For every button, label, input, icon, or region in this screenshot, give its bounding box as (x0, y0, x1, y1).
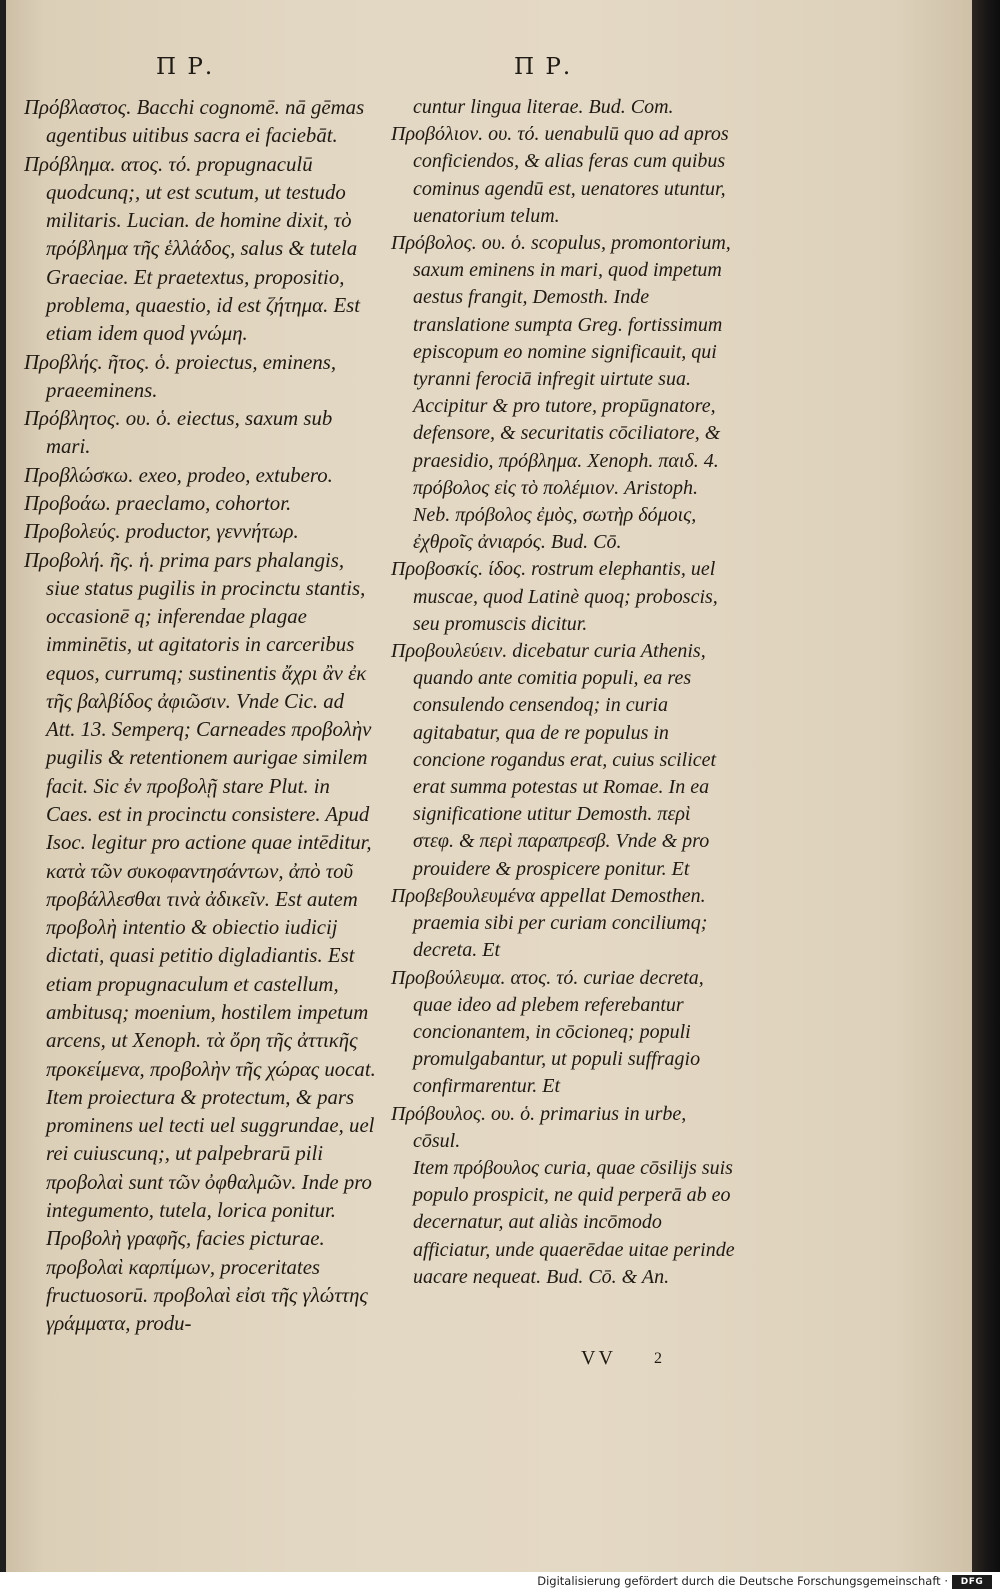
dictionary-entry: Πρόβλητος. ου. ὁ. eiectus, saxum sub mari. (24, 407, 333, 459)
dictionary-entry: Πρόβλαστος. Bacchi cognomē. nā gēmas agentibus uitibus sacra ei faciebāt. (24, 96, 365, 148)
footer-bar (0, 1572, 1000, 1592)
dictionary-entry: Πρόβλημα. ατος. τό. propugnaculū quodcunq;, ut est scutum, ut testudo militaris. Lucian. de homine dixit, τὸ πρόβλημα τῆς ἑλλάδος, salus & tutela Graeciae. Et praetextus, propositio, problema, quaestio, id est ζήτημα. Est etiam idem quod γνώμη. (24, 152, 361, 346)
left-text-column (24, 94, 376, 1338)
running-head-left: Π Ρ. (156, 54, 215, 80)
right-text-column (391, 94, 736, 1291)
dictionary-entry: Προβοάω. praeclamo, cohortor. (24, 491, 292, 515)
entry-continuation: Item πρόβουλος curia, quae cōsilijs suis populo prospicit, ne quid perperā ab eo decernatur, aut aliàs incōmodo afficiatur, unde quaerēdae uitae perinde uacare nequeat. Bud. Cō. & An. (413, 1156, 735, 1288)
dictionary-entry: Πρόβουλος. ου. ὁ. primarius in urbe, cōsul. (391, 1102, 687, 1152)
dictionary-entry: Προβλώσκω. exeo, prodeo, extubero. (24, 463, 333, 487)
funding-credit: Digitalisierung gefördert durch die Deutsche Forschungsgemeinschaft · (537, 1574, 948, 1588)
book-binding-edge (972, 0, 1000, 1572)
signature-number: 2 (654, 1350, 662, 1367)
running-head-right: Π Ρ. (514, 54, 573, 80)
book-page (6, 0, 972, 1572)
signature-mark: VV (581, 1347, 616, 1369)
entry-continuation: cuntur lingua literae. Bud. Com. (413, 96, 674, 118)
dfg-logo-icon: DFG (952, 1575, 992, 1589)
dictionary-entry: Προβόλιον. ου. τό. uenabulū quo ad apros conficiendos, & alias feras cum quibus cominus agendū est, uenatores utuntur, uenatorium telum. (391, 123, 729, 227)
dictionary-entry: Προβολή. ῆς. ἡ. prima pars phalangis, siue status pugilis in procinctu stantis, occasionē q; inferendae plagae imminētis, ut agitatoris in carceribus equos, currumq; sustinentis ἄχρι ἂν ἐκ τῆς βαλβίδος ἀφιῶσιν. Vnde Cic. ad Att. 13. Semperq; Carneades προβολὴν pugilis & retentionem aurigae similem facit. Sic ἐν προβολῇ stare Plut. in Caes. est in procinctu consistere. Apud Isoc. legitur pro actione quae intēditur, κατὰ τῶν συκοφαντησάντων, ἀπὸ τοῦ προβάλλεσθαι τινὰ ἀδικεῖν. Est autem προβολὴ intentio & obiectio iudicij dictati, quasi petitio digladiantis. Est etiam propugnaculum et castellum, ambitusq; moenium, hostilem impetum arcens, ut Xenoph. τὰ ὄρη τῆς ἀττικῆς προκείμενα, προβολὴν τῆς χώρας uocat. Item proiectura & protectum, & pars prominens uel tecti uel suggrundae, uel rei cuiuscunq;, ut palpebrarū pili προβολαὶ sunt τῶν ὀφθαλμῶν. Inde pro integumento, tutela, lorica ponitur. Προβολὴ γραφῆς, facies picturae. προβολαὶ καρπίμων, proceritates fructuosorū. προβολαὶ εἰσι τῆς γλώττης γράμματα, produ- (24, 548, 376, 1336)
dictionary-entry: Πρόβολος. ου. ὁ. scopulus, promontorium, saxum eminens in mari, quod impetum aestus frangit, Demosth. Inde translatione sumpta Greg. fortissimum episcopum eo nomine significauit, qui tyranni ferociā infregit uirtute sua. Accipitur & pro tutore, propūgnatore, defensore, & securitatis cōciliatore, & praesidio, πρόβλημα. Xenoph. παιδ. 4. πρόβολος εἰς τὸ πολέμιον. Aristoph. Neb. πρόβολος ἐμὸς, σωτὴρ δόμοις, ἐχθροῖς ἀνιαρός. Bud. Cō. (391, 232, 731, 554)
dictionary-entry: Προβλής. ῆτος. ὁ. proiectus, eminens, praeeminens. (24, 350, 337, 402)
dictionary-entry: Προβουλεύειν. dicebatur curia Athenis, quando ante comitia populi, ea res consulendo censendoq; in curia agitabatur, qua de re populus in concione rogandus erat, cuius scilicet erat summa potestas ut Romae. In ea significatione utitur Demosth. περὶ στεφ. & περὶ παραπρεσβ. Vnde & pro prouidere & prospicere ponitur. Et (391, 640, 717, 880)
dictionary-entry: Προβεβουλευμένα appellat Demosthen. praemia sibi per curiam conciliumq; decreta. Et (391, 884, 708, 962)
dictionary-entry: Προβούλευμα. ατος. τό. curiae decreta, quae ideo ad plebem referebantur concionantem, in cōcioneq; populi promulgabantur, ut populi suffragio confirmarentur. Et (391, 966, 704, 1098)
dictionary-entry: Προβοσκίς. ίδος. rostrum elephantis, uel muscae, quod Latinè quoq; proboscis, seu promuscis dicitur. (391, 558, 718, 635)
dictionary-entry: Προβολεύς. productor, γεννήτωρ. (24, 520, 299, 544)
